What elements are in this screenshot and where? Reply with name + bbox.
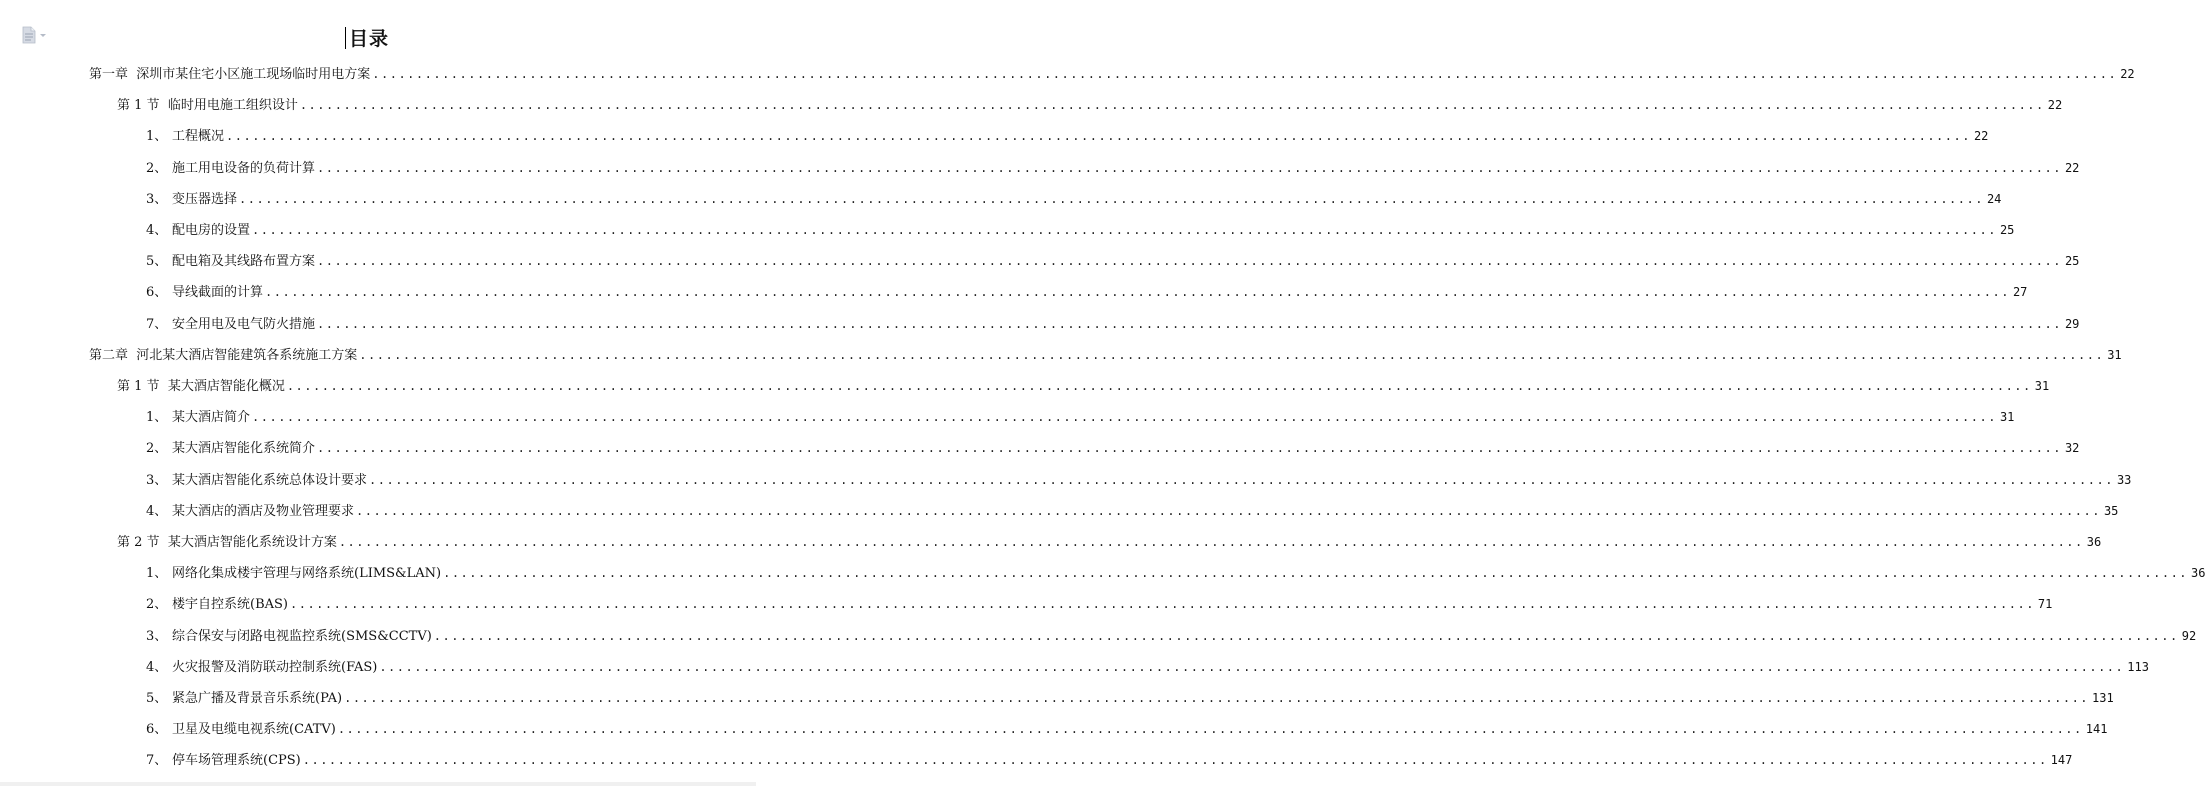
toc-entry-text: 河北某大酒店智能建筑各系统施工方案 bbox=[136, 347, 358, 363]
toc-page-number: 141 bbox=[2085, 722, 2108, 737]
toc-entry[interactable] bbox=[146, 657, 2149, 677]
toc-dot-leader: ........................................................................................................................................................................................................ bbox=[338, 535, 2084, 549]
toc-page-number: 33 bbox=[2116, 472, 2132, 487]
toc-dot-leader: ........................................................................................................................................................................................................ bbox=[317, 160, 2062, 175]
toc-dot-leader: ........................................................................................................................................................................................................ bbox=[344, 691, 2090, 705]
toc-entry-number: 第一章 bbox=[89, 67, 137, 82]
toc-entry-number: 2、 bbox=[146, 597, 168, 613]
toc-entry[interactable] bbox=[146, 594, 2053, 614]
toc-entry-number: 4、 bbox=[146, 503, 168, 519]
toc-entry[interactable] bbox=[146, 189, 2002, 209]
toc-entry-number: 1、 bbox=[146, 410, 168, 426]
toc-entry[interactable] bbox=[146, 501, 2119, 521]
toc-dot-leader: ........................................................................................................................................................................................................ bbox=[356, 503, 2101, 518]
toc-page-number: 24 bbox=[1986, 191, 2002, 206]
toc-entry[interactable] bbox=[146, 220, 2015, 240]
toc-entry-number: 4、 bbox=[146, 659, 168, 675]
toc-page-number: 92 bbox=[2181, 628, 2197, 643]
toc-dot-leader: ........................................................................................................................................................................................................ bbox=[317, 254, 2062, 269]
toc-entry[interactable] bbox=[146, 719, 2108, 739]
toc-dot-leader: ........................................................................................................................................................................................................ bbox=[252, 223, 1997, 237]
toc-entry-number: 3、 bbox=[146, 628, 168, 644]
toc-entry-text: 施工用电设备的负荷计算 bbox=[172, 160, 316, 176]
toc-entry-number: 第 1 节 bbox=[117, 98, 168, 114]
toc-entry-text: 深圳市某住宅小区施工现场临时用电方案 bbox=[136, 67, 371, 82]
toc-entry[interactable] bbox=[146, 626, 2197, 646]
toc-entry-number: 7、 bbox=[146, 316, 168, 332]
toc-page-number: 36 bbox=[2086, 535, 2102, 549]
toc-entry[interactable] bbox=[146, 563, 2205, 583]
toc-page-number: 31 bbox=[2107, 347, 2122, 362]
page-bottom-edge bbox=[0, 782, 756, 786]
toc-page-number: 22 bbox=[2120, 67, 2135, 81]
toc-entry-number: 1、 bbox=[146, 129, 168, 145]
toc-dot-leader: ........................................................................................................................................................................................................ bbox=[286, 379, 2032, 393]
toc-entry[interactable] bbox=[146, 470, 2132, 490]
toc-page-number: 22 bbox=[2047, 98, 2063, 113]
toc-dot-leader: ........................................................................................................................................................................................................ bbox=[265, 285, 2010, 300]
toc-entry-number: 6、 bbox=[146, 722, 168, 738]
toc-page-number: 31 bbox=[1999, 410, 2015, 425]
toc-entry-text: 导线截面的计算 bbox=[172, 285, 264, 301]
toc-dot-leader: ........................................................................................................................................................................................................ bbox=[226, 129, 1971, 144]
toc-page-number: 131 bbox=[2092, 691, 2114, 705]
toc-entry-number: 2、 bbox=[146, 160, 168, 176]
toc-page-number: 32 bbox=[2064, 441, 2080, 456]
toc-entry-text: 工程概况 bbox=[172, 129, 225, 145]
toc-entry-text: 卫星及电缆电视系统(CATV) bbox=[172, 722, 336, 738]
toc-page-number: 31 bbox=[2034, 379, 2050, 393]
toc-entry-text: 某大酒店智能化系统简介 bbox=[172, 441, 316, 457]
toc-entry-text: 某大酒店智能化概况 bbox=[167, 379, 285, 394]
toc-dot-leader: ........................................................................................................................................................................................................ bbox=[299, 98, 2045, 113]
toc-dot-leader: ........................................................................................................................................................................................................ bbox=[252, 410, 1997, 425]
toc-entry-number: 6、 bbox=[146, 285, 168, 301]
toc-entry[interactable] bbox=[146, 251, 2080, 271]
toc-entry[interactable] bbox=[117, 532, 2102, 552]
toc-entry[interactable] bbox=[89, 64, 2135, 84]
document-icon[interactable] bbox=[20, 26, 48, 44]
toc-entry-number: 3、 bbox=[146, 472, 168, 488]
toc-entry-number: 1、 bbox=[146, 566, 168, 582]
toc-dot-leader: ........................................................................................................................................................................................................ bbox=[337, 722, 2083, 737]
text-cursor bbox=[345, 27, 346, 49]
toc-entry[interactable] bbox=[146, 158, 2080, 178]
toc-dot-leader: ........................................................................................................................................................................................................ bbox=[443, 566, 2189, 581]
toc-entry-number: 2、 bbox=[146, 441, 168, 457]
toc-entry-text: 某大酒店智能化系统总体设计要求 bbox=[172, 472, 368, 488]
toc-page-number: 22 bbox=[1973, 129, 1989, 144]
toc-entry-text: 火灾报警及消防联动控制系统(FAS) bbox=[172, 659, 378, 675]
toc-entry-text: 紧急广播及背景音乐系统(PA) bbox=[172, 691, 343, 706]
toc-title: 目录 bbox=[349, 28, 390, 50]
toc-page-number: 27 bbox=[2012, 285, 2028, 300]
toc-dot-leader: ........................................................................................................................................................................................................ bbox=[239, 191, 1984, 206]
toc-entry-number: 3、 bbox=[146, 191, 168, 207]
toc-dot-leader: ........................................................................................................................................................................................................ bbox=[359, 347, 2105, 362]
toc-page-number: 36 bbox=[2191, 566, 2205, 581]
toc-entry-text: 安全用电及电气防火措施 bbox=[172, 316, 316, 332]
toc-dot-leader: ........................................................................................................................................................................................................ bbox=[372, 67, 2118, 81]
toc-entry[interactable] bbox=[146, 407, 2015, 427]
toc-entry-number: 5、 bbox=[146, 254, 168, 270]
toc-page-number: 35 bbox=[2103, 503, 2119, 518]
toc-entry-text: 配电箱及其线路布置方案 bbox=[172, 254, 316, 270]
toc-entry-text: 配电房的设置 bbox=[172, 223, 251, 238]
toc-entry-text: 楼宇自控系统(BAS) bbox=[172, 597, 288, 613]
toc-entry-number: 4、 bbox=[146, 223, 168, 238]
toc-entry-number: 第二章 bbox=[89, 347, 137, 363]
toc-entry-text: 某大酒店简介 bbox=[172, 410, 251, 426]
toc-entry[interactable] bbox=[117, 376, 2050, 396]
toc-entry[interactable] bbox=[146, 438, 2080, 458]
toc-entry[interactable] bbox=[146, 750, 2073, 770]
toc-entry-text: 变压器选择 bbox=[172, 191, 238, 207]
toc-entry[interactable] bbox=[146, 314, 2080, 334]
toc-dot-leader: ........................................................................................................................................................................................................ bbox=[317, 316, 2062, 331]
toc-dot-leader: ........................................................................................................................................................................................................ bbox=[369, 472, 2114, 487]
toc-entry[interactable] bbox=[146, 688, 2114, 708]
toc-entry[interactable] bbox=[146, 282, 2028, 302]
toc-entry-text: 网络化集成楼宇管理与网络系统(LIMS&LAN) bbox=[172, 566, 442, 582]
toc-page-number: 147 bbox=[2050, 753, 2073, 768]
toc-page-number: 29 bbox=[2064, 316, 2080, 331]
toc-entry[interactable] bbox=[117, 95, 2063, 115]
toc-entry-text: 临时用电施工组织设计 bbox=[167, 98, 298, 114]
toc-dot-leader: ........................................................................................................................................................................................................ bbox=[379, 659, 2125, 674]
toc-dot-leader: ........................................................................................................................................................................................................ bbox=[290, 597, 2035, 612]
toc-entry[interactable] bbox=[146, 126, 1989, 146]
toc-entry-number: 第 2 节 bbox=[117, 535, 168, 550]
toc-page-number: 113 bbox=[2127, 659, 2149, 674]
toc-page-number: 22 bbox=[2064, 160, 2080, 175]
toc-entry-number: 第 1 节 bbox=[117, 379, 168, 394]
toc-entry-number: 7、 bbox=[146, 753, 168, 769]
toc-page-number: 25 bbox=[2064, 254, 2080, 269]
toc-dot-leader: ........................................................................................................................................................................................................ bbox=[433, 628, 2179, 643]
toc-entry[interactable] bbox=[89, 345, 2122, 365]
toc-entry-number: 5、 bbox=[146, 691, 168, 706]
toc-dot-leader: ........................................................................................................................................................................................................ bbox=[317, 441, 2062, 456]
toc-page-number: 71 bbox=[2037, 597, 2053, 612]
toc-dot-leader: ........................................................................................................................................................................................................ bbox=[302, 753, 2048, 768]
toc-entry-text: 某大酒店智能化系统设计方案 bbox=[167, 535, 337, 550]
toc-entry-text: 某大酒店的酒店及物业管理要求 bbox=[172, 503, 355, 519]
toc-entry-text: 停车场管理系统(CPS) bbox=[172, 753, 301, 769]
toc-page-number: 25 bbox=[1999, 223, 2015, 237]
toc-entry-text: 综合保安与闭路电视监控系统(SMS&CCTV) bbox=[172, 628, 432, 644]
